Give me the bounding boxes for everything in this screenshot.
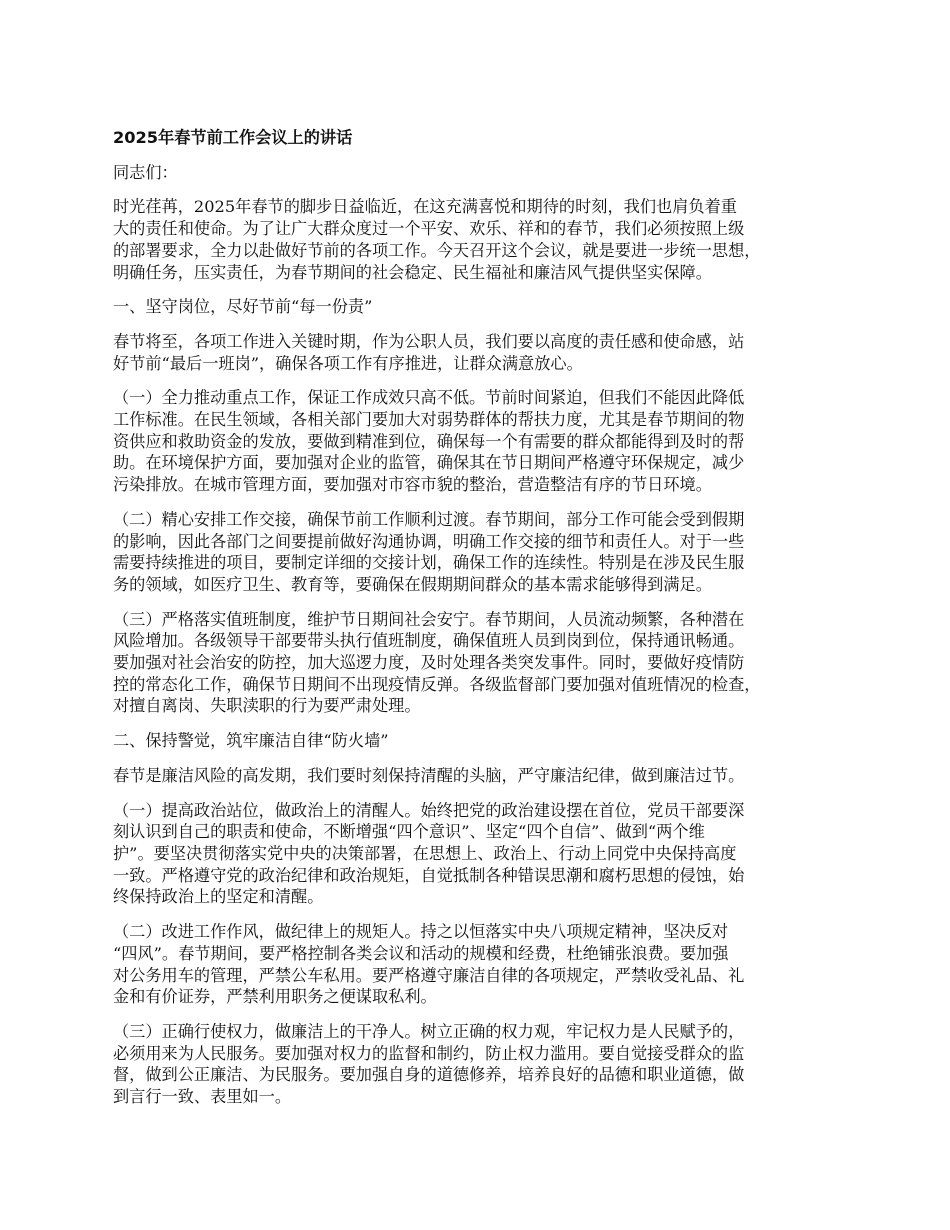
text-line: 同志们： (113, 162, 178, 182)
text-line: 督，做到公正廉洁、为民服务。要加强自身的道德修养，培养良好的品德和职业道德，做 (113, 1065, 745, 1085)
paragraph (113, 921, 858, 1008)
text-line: （三）正确行使权力，做廉洁上的干净人。树立正确的权力观，牢记权力是人民赋予的， (113, 1021, 745, 1041)
text-line: “四风”。春节期间，要严格控制各类会议和活动的规模和经费，杜绝铺张浪费。要加强 (113, 943, 729, 963)
salutation (113, 162, 858, 184)
text-line: （一）全力推动重点工作，保证工作成效只高不低。节前时间紧迫，但我们不能因此降低 (113, 388, 745, 408)
paragraph (113, 609, 858, 718)
text-line: 对公务用车的管理，严禁公车私用。要严格遵守廉洁自律的各项规定，严禁收受礼品、礼 (113, 965, 745, 985)
text-line: 春节将至，各项工作进入关键时期，作为公职人员，我们要以高度的责任感和使命感，站 (113, 331, 745, 351)
text-line: 终保持政治上的坚定和清醒。 (113, 887, 324, 907)
text-line: 好节前“最后一班岗”，确保各项工作有序推进，让群众满意放心。 (113, 353, 583, 373)
text-line: （二）精心安排工作交接，确保节前工作顺利过渡。春节期间，部分工作可能会受到假期 (113, 509, 745, 529)
text-line: 控的常态化工作，确保节日期间不出现疫情反弹。各级监督部门要加强对值班情况的检查， (113, 674, 761, 694)
section-heading (113, 296, 858, 318)
section-heading (113, 730, 858, 752)
text-line: 刻认识到自己的职责和使命，不断增强“四个意识”、坚定“四个自信”、做到“两个维 (113, 822, 705, 842)
document-body (113, 127, 858, 1121)
paragraph (113, 765, 858, 787)
text-line: 金和有价证券，严禁利用职务之便谋取私利。 (113, 987, 437, 1007)
text-line: 要加强对社会治安的防控，加大巡逻力度，及时处理各类突发事件。同时，要做好疫情防 (113, 653, 745, 673)
text-line: 资供应和救助资金的发放，要做到精准到位，确保每一个有需要的群众都能得到及时的帮 (113, 431, 745, 451)
paragraph-list (113, 162, 858, 1108)
text-line: 需要持续推进的项目，要制定详细的交接计划，确保工作的连续性。特别是在涉及民生服 (113, 553, 745, 573)
text-line: 一、坚守岗位，尽好节前“每一份责” (113, 297, 373, 317)
text-line: 对擅自离岗、失职渎职的行为要严肃处理。 (113, 696, 421, 716)
paragraph (113, 509, 858, 596)
text-line: （三）严格落实值班制度，维护节日期间社会安宁。春节期间，人员流动频繁，各种潜在 (113, 609, 745, 629)
text-line: 的影响，因此各部门之间要提前做好沟通协调，明确工作交接的细节和责任人。对于一些 (113, 531, 745, 551)
text-line: 到言行一致、表里如一。 (113, 1087, 292, 1107)
paragraph (113, 800, 858, 909)
text-line: 助。在环境保护方面，要加强对企业的监管，确保其在节日期间严格遵守环保规定，减少 (113, 453, 745, 473)
paragraph (113, 196, 858, 283)
text-line: 风险增加。各级领导干部要带头执行值班制度，确保值班人员到岗到位，保持通讯畅通。 (113, 631, 745, 651)
text-line: 一致。严格遵守党的政治纪律和政治规矩，自觉抵制各种错误思潮和腐朽思想的侵蚀，始 (113, 865, 745, 885)
paragraph (113, 331, 858, 374)
paragraph (113, 387, 858, 496)
paragraph (113, 1021, 858, 1108)
text-line: 明确任务，压实责任，为春节期间的社会稳定、民生福祉和廉洁风气提供坚实保障。 (113, 262, 712, 282)
text-line: 的部署要求，全力以赴做好节前的各项工作。今天召开这个会议，就是要进一步统一思想， (113, 240, 761, 260)
document-title: 2025年春节前工作会议上的讲话 (113, 128, 353, 147)
text-line: 时光荏苒，2025年春节的脚步日益临近，在这充满喜悦和期待的时刻，我们也肩负着重 (113, 197, 737, 217)
text-line: （一）提高政治站位，做政治上的清醒人。始终把党的政治建设摆在首位，党员干部要深 (113, 800, 745, 820)
text-line: 污染排放。在城市管理方面，要加强对市容市貌的整治，营造整洁有序的节日环境。 (113, 475, 712, 495)
text-line: 务的领域，如医疗卫生、教育等，要确保在假期期间群众的基本需求能够得到满足。 (113, 574, 712, 594)
text-line: 大的责任和使命。为了让广大群众度过一个平安、欢乐、祥和的春节，我们必须按照上级 (113, 219, 745, 239)
text-line: 春节是廉洁风险的高发期，我们要时刻保持清醒的头脑，严守廉洁纪律，做到廉洁过节。 (113, 765, 745, 785)
text-line: 二、保持警觉，筑牢廉洁自律“防火墙” (113, 731, 389, 751)
text-line: （二）改进工作作风，做纪律上的规矩人。持之以恒落实中央八项规定精神，坚决反对 (113, 922, 729, 942)
text-line: 护”。要坚决贯彻落实党中央的决策部署，在思想上、政治上、行动上同党中央保持高度 (113, 843, 737, 863)
text-line: 工作标准。在民生领域，各相关部门要加大对弱势群体的帮扶力度，尤其是春节期间的物 (113, 410, 745, 430)
text-line: 必须用来为人民服务。要加强对权力的监督和制约，防止权力滥用。要自觉接受群众的监 (113, 1043, 745, 1063)
